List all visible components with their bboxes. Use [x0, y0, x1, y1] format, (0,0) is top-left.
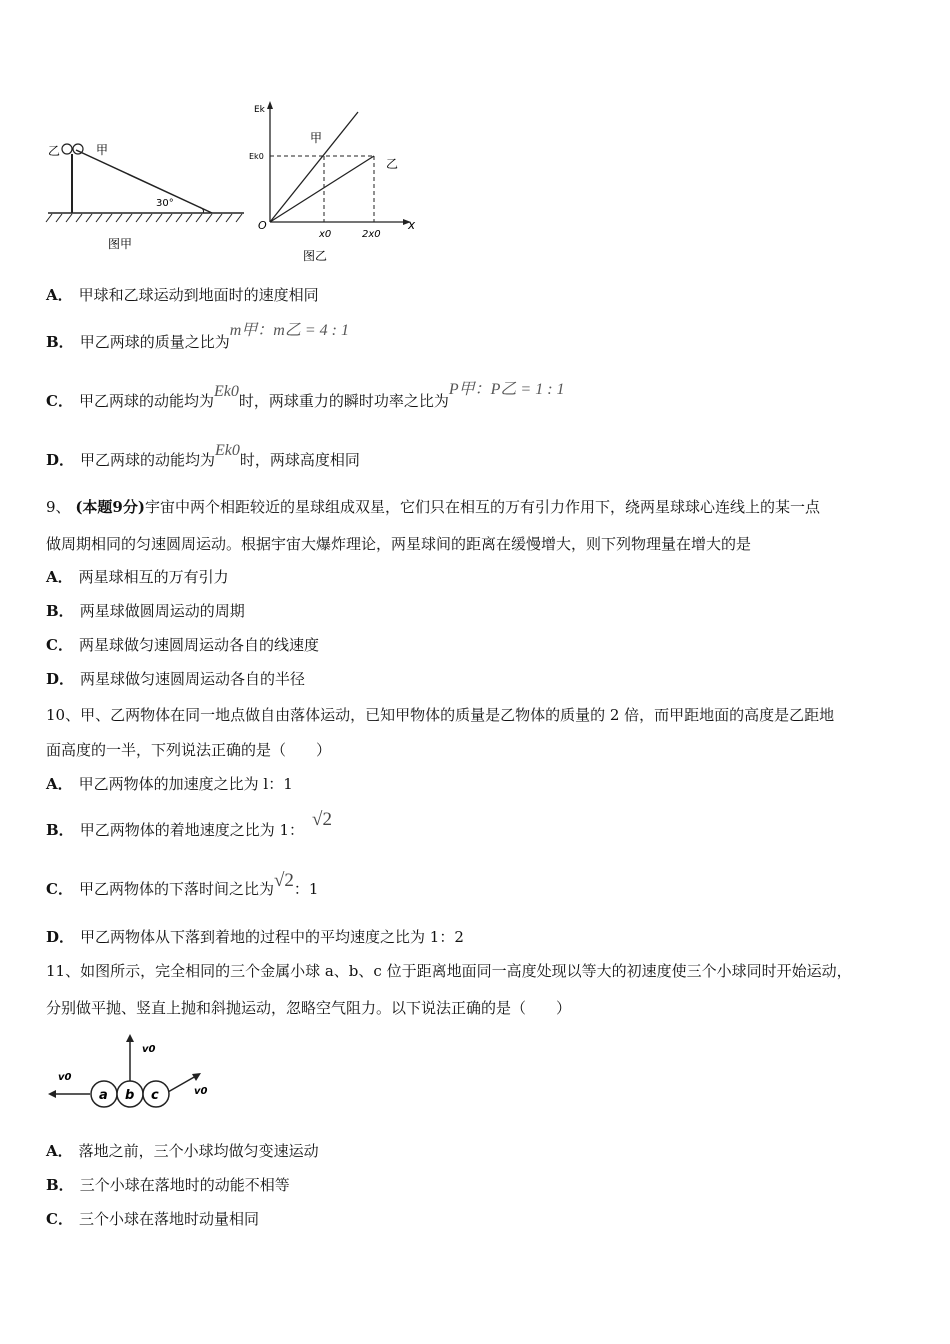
2x0-label: 2x0 [362, 229, 381, 240]
label-yi: 乙 [48, 144, 61, 158]
q11-option-a: A． 落地之前，三个小球均做匀变速运动 [46, 1142, 319, 1160]
q11-option-c: C． 三个小球在落地时动量相同 [46, 1210, 259, 1228]
incline-surface [76, 150, 212, 213]
power-ratio-formula: P甲：P乙 = 1 : 1 [448, 381, 565, 398]
angle-label: 30° [156, 198, 174, 209]
y-axis-label: Ek [254, 105, 265, 115]
q10-option-a: A． 甲乙两物体的加速度之比为 l：1 [46, 775, 293, 793]
figure-incline [40, 130, 250, 260]
arrow-oblique [168, 1076, 196, 1092]
q8-option-d: D． 甲乙两球的动能均为Ek0时，两球高度相同 [46, 442, 360, 469]
origin-label: O [258, 219, 267, 232]
ek0-formula: Ek0 [213, 383, 239, 400]
q9-option-a: A． 两星球相互的万有引力 [46, 568, 229, 586]
caption-fig1: 图甲 [108, 237, 133, 251]
q8-option-a: A． 甲球和乙球运动到地面时的速度相同 [46, 286, 319, 304]
line-jia-label: 甲 [310, 131, 323, 145]
v-right-label: v0 [194, 1086, 208, 1097]
ball-b-label: b [125, 1088, 135, 1103]
x-axis-label: x [408, 218, 416, 232]
line-yi [270, 156, 374, 222]
q9-stem-line1: 9、 (本题9分)宇宙中两个相距较近的星球组成双星，它们只在相互的万有引力作用下，绕两星球球心连线上的某一点 [46, 498, 820, 516]
figure-ek-graph [248, 98, 428, 268]
q10-option-b: B． 甲乙两物体的着地速度之比为 1： √2 [46, 809, 332, 839]
q9-option-d: D． 两星球做匀速圆周运动各自的半径 [46, 670, 306, 688]
q10-stem-line1: 10、甲、乙两物体在同一地点做自由落体运动，已知甲物体的质量是乙物体的质量的 2 倍，而甲距地面的高度是乙距地 [46, 706, 835, 724]
q10-option-d: D． 甲乙两物体从下落到着地的过程中的平均速度之比为 1：2 [46, 928, 464, 946]
ek0-formula-d: Ek0 [215, 442, 240, 459]
ball-yi [62, 144, 72, 154]
line-jia [270, 112, 358, 222]
ek0-label: Ek0 [249, 152, 264, 161]
ball-jia [73, 144, 83, 154]
q9-option-b: B． 两星球做圆周运动的周期 [46, 602, 245, 620]
angle-arc [200, 207, 204, 213]
q11-stem-line2: 分别做平抛、竖直上抛和斜抛运动，忽略空气阻力。以下说法正确的是（ ） [46, 999, 572, 1017]
caption-fig2: 图乙 [303, 249, 328, 263]
q11-option-b: B． 三个小球在落地时的动能不相等 [46, 1176, 290, 1194]
v-left-label: v0 [58, 1072, 72, 1083]
q10-option-c: C． 甲乙两物体的下落时间之比为√2：1 [46, 870, 319, 898]
figure-three-balls [44, 1030, 224, 1115]
q9-option-c: C． 两星球做匀速圆周运动各自的线速度 [46, 636, 319, 654]
line-yi-label: 乙 [386, 157, 399, 171]
x0-label: x0 [319, 229, 332, 240]
q9-stem-line2: 做周期相同的匀速圆周运动。根据宇宙大爆炸理论，两星球间的距离在缓慢增大，则下列物理量在增大的是 [46, 535, 752, 553]
label-jia: 甲 [96, 143, 109, 157]
ball-c-label: c [151, 1088, 159, 1103]
sqrt2-b: √2 [312, 809, 332, 830]
q10-stem-line2: 面高度的一半，下列说法正确的是（ ） [46, 741, 332, 759]
ball-a-label: a [99, 1088, 108, 1103]
q8-option-c: C． 甲乙两球的动能均为Ek0时，两球重力的瞬时功率之比为P甲：P乙 = 1 : 1 [46, 381, 565, 410]
mass-ratio-formula: m甲：m乙 = 4 : 1 [229, 322, 349, 339]
q11-stem-line1: 11、如图所示，完全相同的三个金属小球 a、b、c 位于距离地面同一高度处现以等大的初速度使三个小球同时开始运动， [46, 962, 852, 980]
q8-option-b: B． 甲乙两球的质量之比为m甲：m乙 = 4 : 1 [46, 322, 349, 351]
v-up-label: v0 [142, 1044, 156, 1055]
sqrt2-c: √2 [273, 870, 294, 891]
